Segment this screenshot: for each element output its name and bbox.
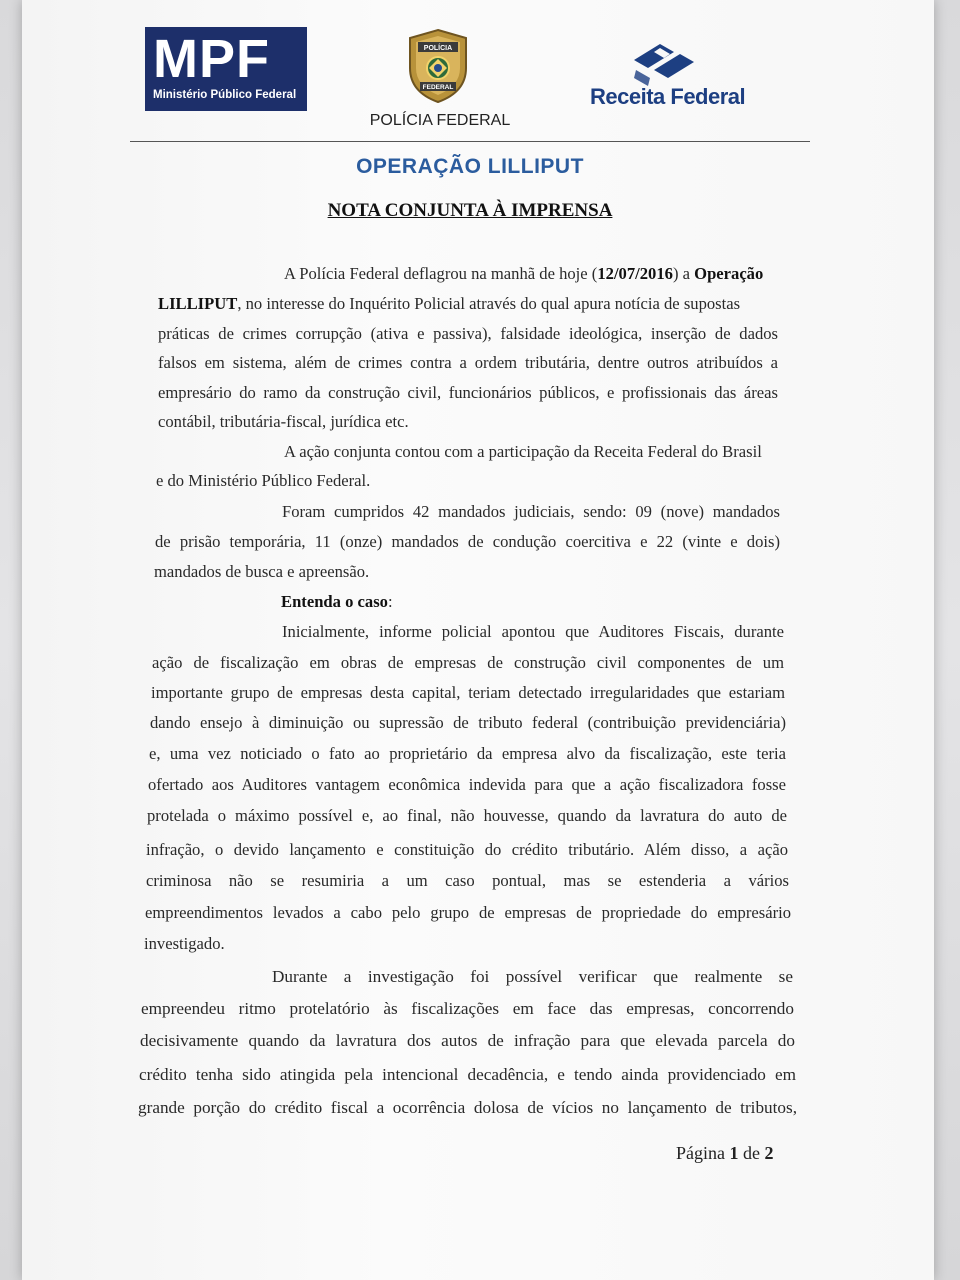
header-divider xyxy=(130,141,810,142)
paragraph-4-line-1: Inicialmente, informe policial apontou que Auditores Fiscais, durante xyxy=(282,622,784,641)
receita-federal-logo-icon xyxy=(630,40,698,88)
paragraph-1-line-6: contábil, tributária-fiscal, jurídica etc. xyxy=(158,412,409,431)
policia-federal-caption: POLÍCIA FEDERAL xyxy=(369,112,511,129)
paragraph-4-line-2: ação de fiscalização em obras de empresas de construção civil componentes de um xyxy=(152,653,784,672)
page-of: de xyxy=(743,1143,760,1163)
paragraph-3-line-3: mandados de busca e apreensão. xyxy=(154,562,370,581)
badge-top-text: POLÍCIA xyxy=(423,45,453,52)
paragraph-1-line-2 xyxy=(158,294,778,314)
page-label: Página xyxy=(676,1143,725,1163)
paragraph-5-line-1: Durante a investigação foi possível verificar que realmente se xyxy=(272,967,793,986)
operation-title: OPERAÇÃO LILLIPUT xyxy=(356,155,584,178)
note-title: NOTA CONJUNTA À IMPRENSA xyxy=(327,200,613,221)
paragraph-2-line-1: A ação conjunta contou com a participação da Receita Federal do Brasil xyxy=(284,442,762,461)
date-text: 12/07/2016 xyxy=(597,264,673,283)
text-span: , no interesse do Inquérito Policial através do qual apura notícia de supostas xyxy=(237,294,741,313)
paragraph-1-line-4: falsos em sistema, além de crimes contra a ordem tributária, dentre outros atribuídos a xyxy=(158,353,778,372)
mpf-logo xyxy=(145,27,307,111)
paragraph-3-line-2: de prisão temporária, 11 (onze) mandados de condução coercitiva e 22 (vinte e dois) xyxy=(155,532,780,551)
page-total: 2 xyxy=(764,1143,774,1163)
operation-name-text: LILLIPUT xyxy=(158,294,238,313)
paragraph-4-line-8: infração, o devido lançamento e constituição do crédito tributário. Além disso, a ação xyxy=(146,840,788,859)
text-span: A Polícia Federal deflagrou na manhã de hoje ( xyxy=(284,264,598,283)
section-heading-text: Entenda o caso xyxy=(281,592,388,611)
operation-name-text: Operação xyxy=(694,264,764,283)
mpf-logo-subtitle: Ministério Público Federal xyxy=(153,89,297,101)
paragraph-4-line-7: protelada o máximo possível e, ao final, não houvesse, quando da lavratura do auto de xyxy=(147,806,787,825)
paragraph-3-line-1: Foram cumpridos 42 mandados judiciais, sendo: 09 (nove) mandados xyxy=(282,502,780,521)
paragraph-5-line-5: grande porção do crédito fiscal a ocorrência dolosa de vícios no lançamento de tributos, xyxy=(138,1098,797,1117)
paragraph-2-line-2: e do Ministério Público Federal. xyxy=(156,471,371,490)
receita-federal-wordmark: Receita Federal xyxy=(590,84,746,109)
paragraph-4-line-11: investigado. xyxy=(144,934,225,953)
page-current: 1 xyxy=(729,1143,739,1163)
paragraph-4-line-9: criminosa não se resumiria a um caso pontual, mas se estenderia a vários xyxy=(146,871,789,890)
paragraph-5-line-2: empreendeu ritmo protelatório às fiscalizações em face das empresas, concorrendo xyxy=(141,999,794,1018)
paragraph-4-line-4: dando ensejo à diminuição ou supressão de tributo federal (contribuição previdenciária) xyxy=(150,713,786,732)
paragraph-4-line-5: e, uma vez noticiado o fato ao proprietário da empresa alvo da fiscalização, este teria xyxy=(149,744,786,763)
paragraph-4-line-6: ofertado aos Auditores vantagem econômica indevida para que a ação fiscalizadora fosse xyxy=(148,775,786,794)
text-span: ) a xyxy=(672,264,695,283)
paragraph-4-line-3: importante grupo de empresas desta capital, teriam detectado irregularidades que estariam xyxy=(151,683,785,702)
paragraph-4-line-10: empreendimentos levados a cabo pelo grupo de empresas de propriedade do empresário xyxy=(145,903,791,922)
paragraph-1-line-1 xyxy=(284,264,763,284)
section-heading xyxy=(281,592,393,612)
paragraph-5-line-4: crédito tenha sido atingida pela intencional decadência, e tendo ainda providenciado em xyxy=(139,1065,796,1084)
mpf-logo-text: MPF xyxy=(153,29,270,89)
page-number xyxy=(676,1143,774,1164)
paragraph-1-line-5: empresário do ramo da construção civil, funcionários públicos, e profissionais das áreas xyxy=(158,383,778,402)
text-span: : xyxy=(387,592,393,611)
policia-federal-badge-icon xyxy=(404,28,472,104)
paragraph-5-line-3: decisivamente quando da lavratura dos autos de infração para que elevada parcela do xyxy=(140,1031,795,1050)
badge-bottom-text: FEDERAL xyxy=(422,84,454,91)
paragraph-1-line-3: práticas de crimes corrupção (ativa e passiva), falsidade ideológica, inserção de dados xyxy=(158,324,778,343)
